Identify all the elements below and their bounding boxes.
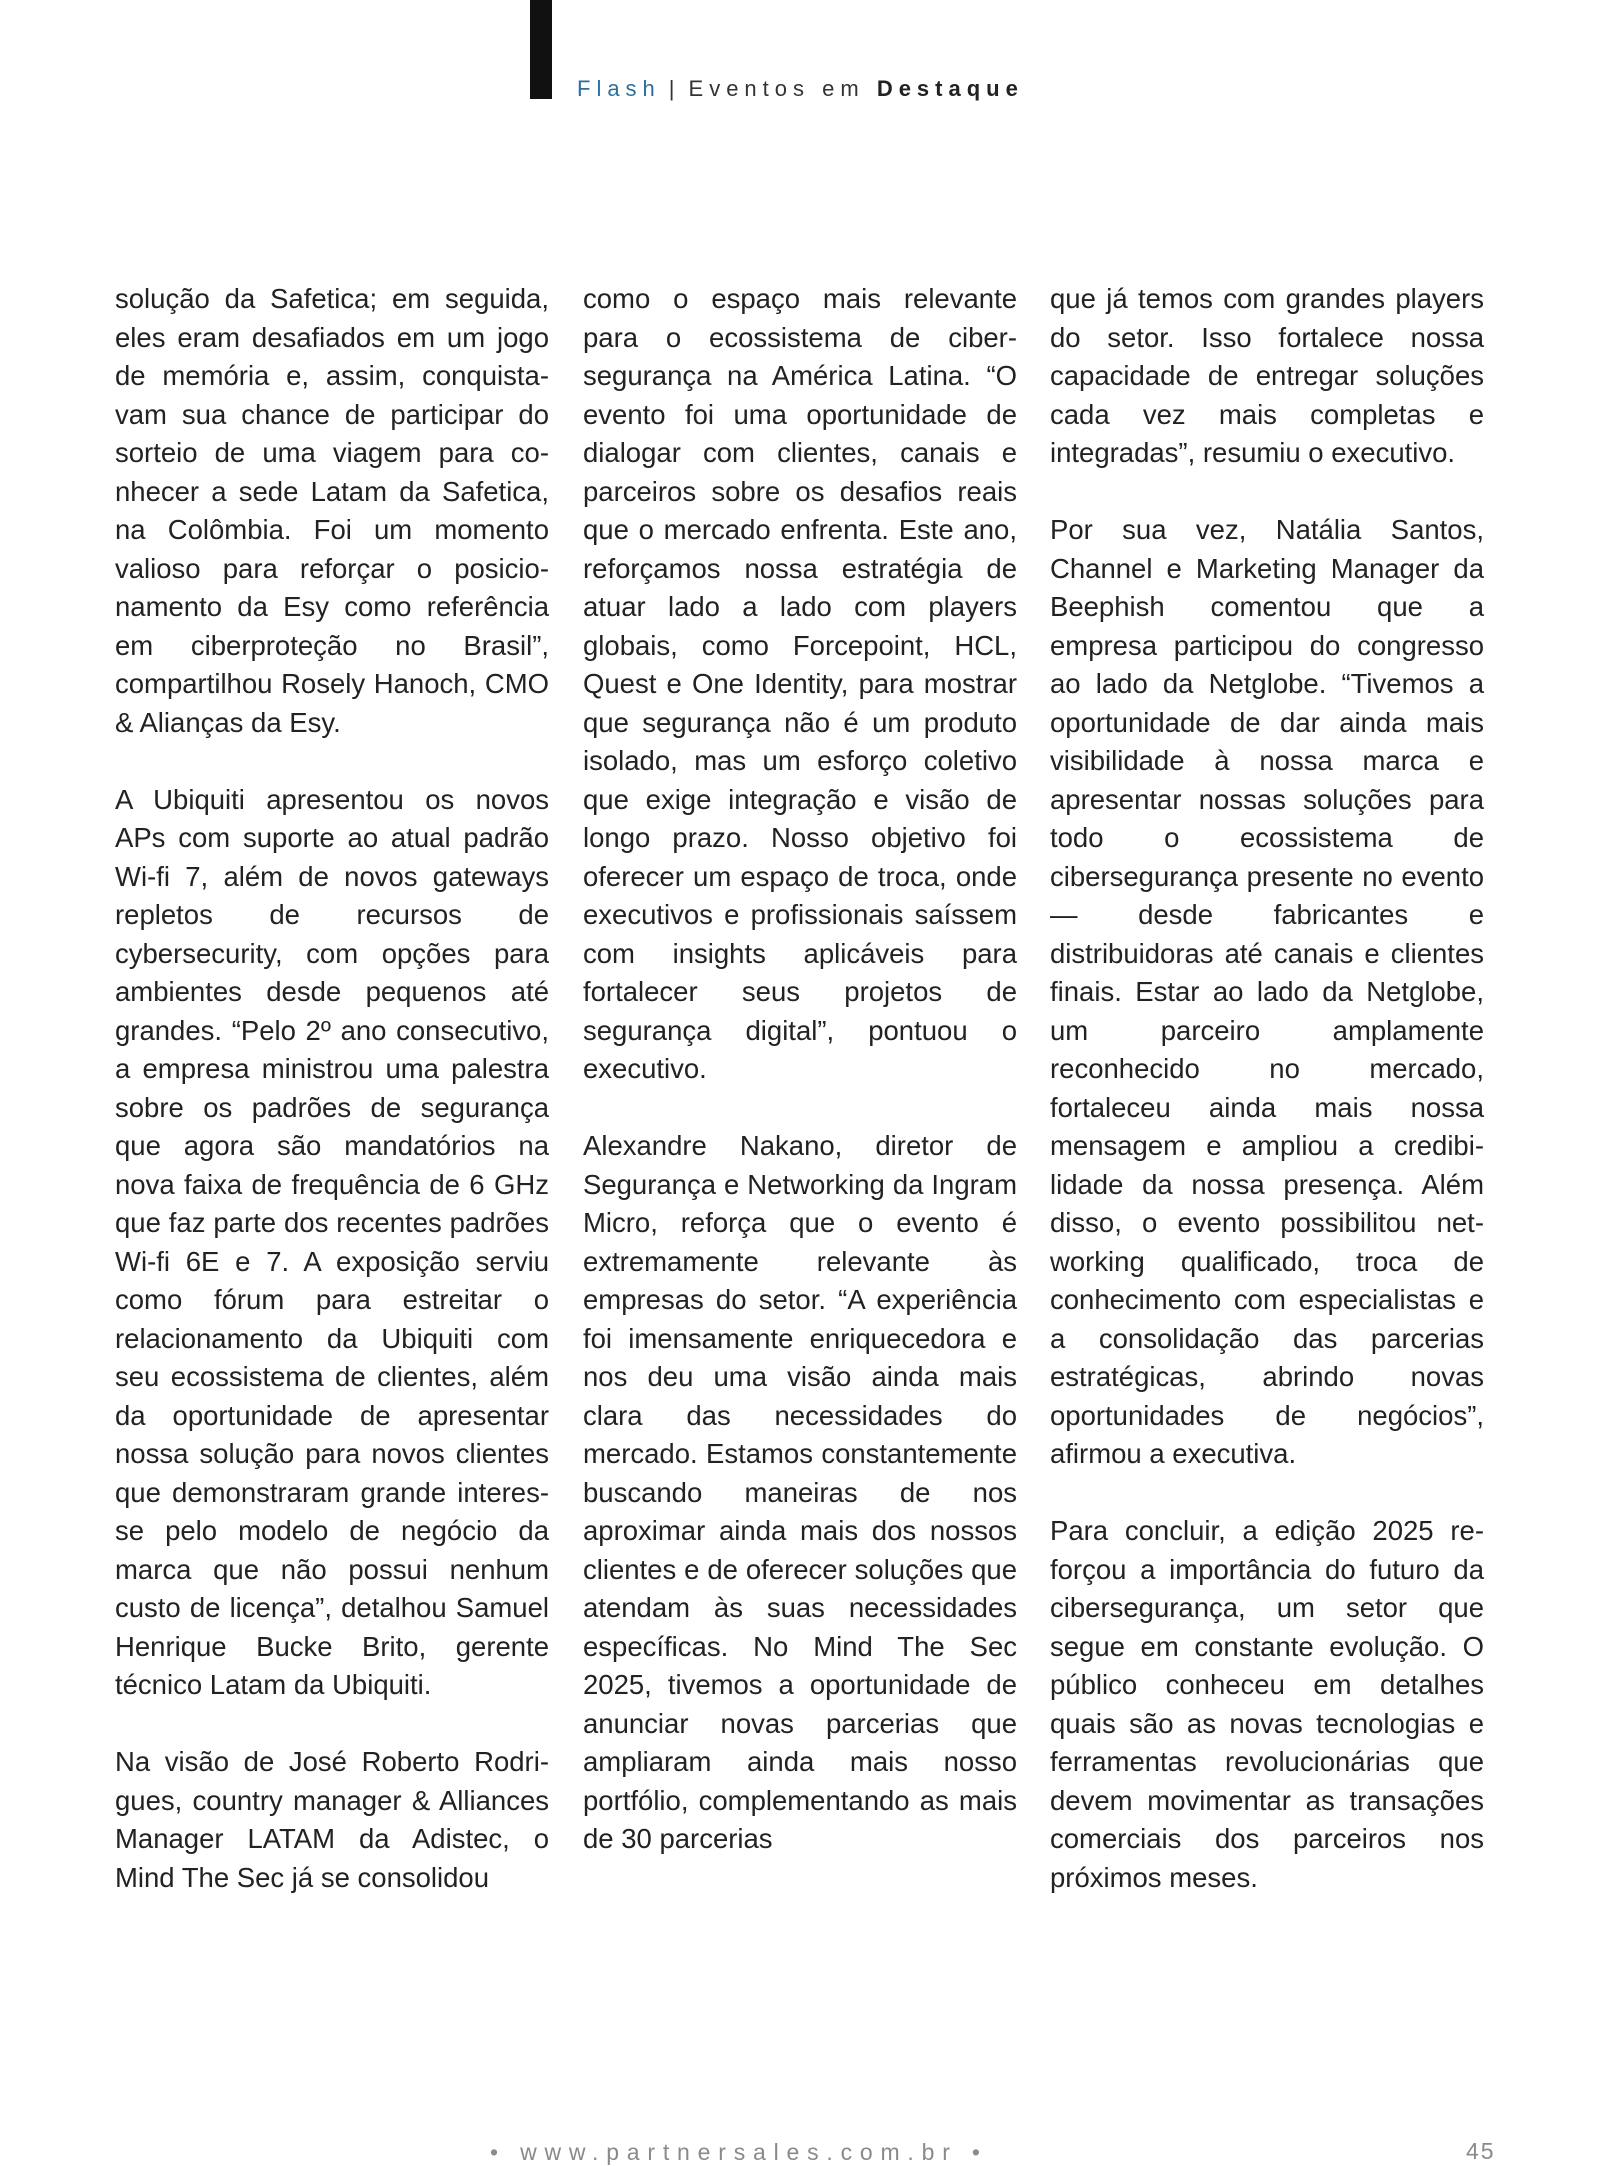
paragraph: Para concluir, a edição 2025 reforçou a importância do futuro da cibersegurança, um setor que segue em constante evolução. O público conheceu em detalhes quais são as novas tecnologias e ferramentas revolucionárias que devem movimentar as transações comerciais dos parceiros nos próximos meses. — [1050, 1515, 1484, 1893]
paragraph: solução da Safetica; em seguida, eles eram desafiados em um jogo de memória e, assim, conquistavam sua chance de participar do sorteio de uma viagem para conhecer a sede Latam da Safetica, na Colômbia. Foi um momento valioso para reforçar o posicionamento da Esy como referência em ciberproteção no Brasil”, compartilhou Rosely Hanoch, CMO & Alianças da Esy. — [115, 283, 549, 738]
paragraph: como o espaço mais relevante para o ecossistema de cibersegurança na América Latina. “O evento foi uma oportunidade de dialogar com clientes, canais e parceiros sobre os desafios reais que o mercado enfrenta. Este ano, reforçamos nossa estratégia de atuar lado a lado com players globais, como Forcepoint, HCL, Quest e One Identity, para mostrar que segurança não é um produto isolado, mas um esforço coletivo que exige integração e visão de longo prazo. Nosso objetivo foi oferecer um espaço de troca, onde executivos e profissionais saíssem com insights aplicáveis para fortalecer seus projetos de segurança digital”, pontuou o executivo. — [583, 283, 1017, 1084]
text-column-1 — [115, 280, 549, 1897]
paragraph: A Ubiquiti apresentou os novos APs com suporte ao atual padrão Wi-fi 7, além de novos gateways repletos de recursos de cybersecurity, com opções para ambientes desde pequenos até grandes. “Pelo 2º ano consecutivo, a empresa ministrou uma palestra sobre os padrões de segurança que agora são mandatórios na nova faixa de frequência de 6 GHz que faz parte dos recentes padrões Wi-fi 6E e 7. A exposição serviu como fórum para estreitar o relacionamento da Ubiquiti com seu ecossistema de clientes, além da oportunidade de apresentar nossa solução para novos clientes que demonstraram grande interesse pelo modelo de negócio da marca que não possui nenhum custo de licença”, detalhou Samuel Henrique Bucke Brito, gerente técnico Latam da Ubiquiti. — [115, 783, 549, 1700]
footer-url-text[interactable]: www.partnersales.com.br — [520, 2139, 958, 2165]
footer-website[interactable] — [490, 2139, 988, 2166]
page-number: 45 — [1466, 2138, 1496, 2164]
paragraph: Alexandre Nakano, diretor de Segurança e Networking da Ingram Micro, reforça que o evento é extremamente relevante às empresas do setor. “A experiência foi imensamente enriquecedora e nos deu uma visão ainda mais clara das necessidades do mercado. Estamos constantemente buscando maneiras de nos aproximar ainda mais dos nossos clientes e de oferecer soluções que atendam às suas necessidades específicas. No Mind The Sec 2025, tivemos a oportunidade de anunciar novas parcerias que ampliaram ainda mais nosso portfólio, complementando as mais de 30 parcerias — [583, 1130, 1017, 1854]
header-accent-bar — [530, 0, 552, 99]
paragraph: Na visão de José Roberto Rodrigues, country manager & Alliances Manager LATAM da Adistec, o Mind The Sec já se consolidou — [115, 1746, 549, 1893]
section-header — [577, 76, 1024, 102]
header-highlight: Destaque — [876, 76, 1024, 101]
header-prefix: Eventos em — [688, 76, 865, 101]
paragraph: que já temos com grandes players do setor. Isso fortalece nossa capacidade de entregar soluções cada vez mais completas e integradas”, resumiu o executivo. — [1050, 283, 1484, 468]
footer-bullet-right: • — [971, 2139, 988, 2165]
footer-bullet-left: • — [490, 2139, 506, 2165]
text-column-2 — [583, 280, 1017, 1859]
paragraph: Por sua vez, Natália Santos, Channel e Marketing Manager da Beephish comentou que a empresa participou do congresso ao lado da Netglobe. “Tivemos a oportunidade de dar ainda mais visibilidade à nossa marca e apresentar nossas soluções para todo o ecossistema de cibersegurança presente no evento — desde fabricantes e distribuidoras até canais e clientes finais. Estar ao lado da Netglobe, um parceiro amplamente reconhecido no mercado, fortaleceu ainda mais nossa mensagem e ampliou a credibilidade da nossa presença. Além disso, o evento possibilitou networking qualificado, troca de conhecimento com especialistas e a consolidação das parcerias estratégicas, abrindo novas oportunidades de negócios”, afirmou a executiva. — [1050, 514, 1484, 1469]
header-separator: | — [668, 76, 681, 101]
header-section-label: Flash — [577, 76, 661, 101]
text-column-3 — [1050, 280, 1484, 1897]
